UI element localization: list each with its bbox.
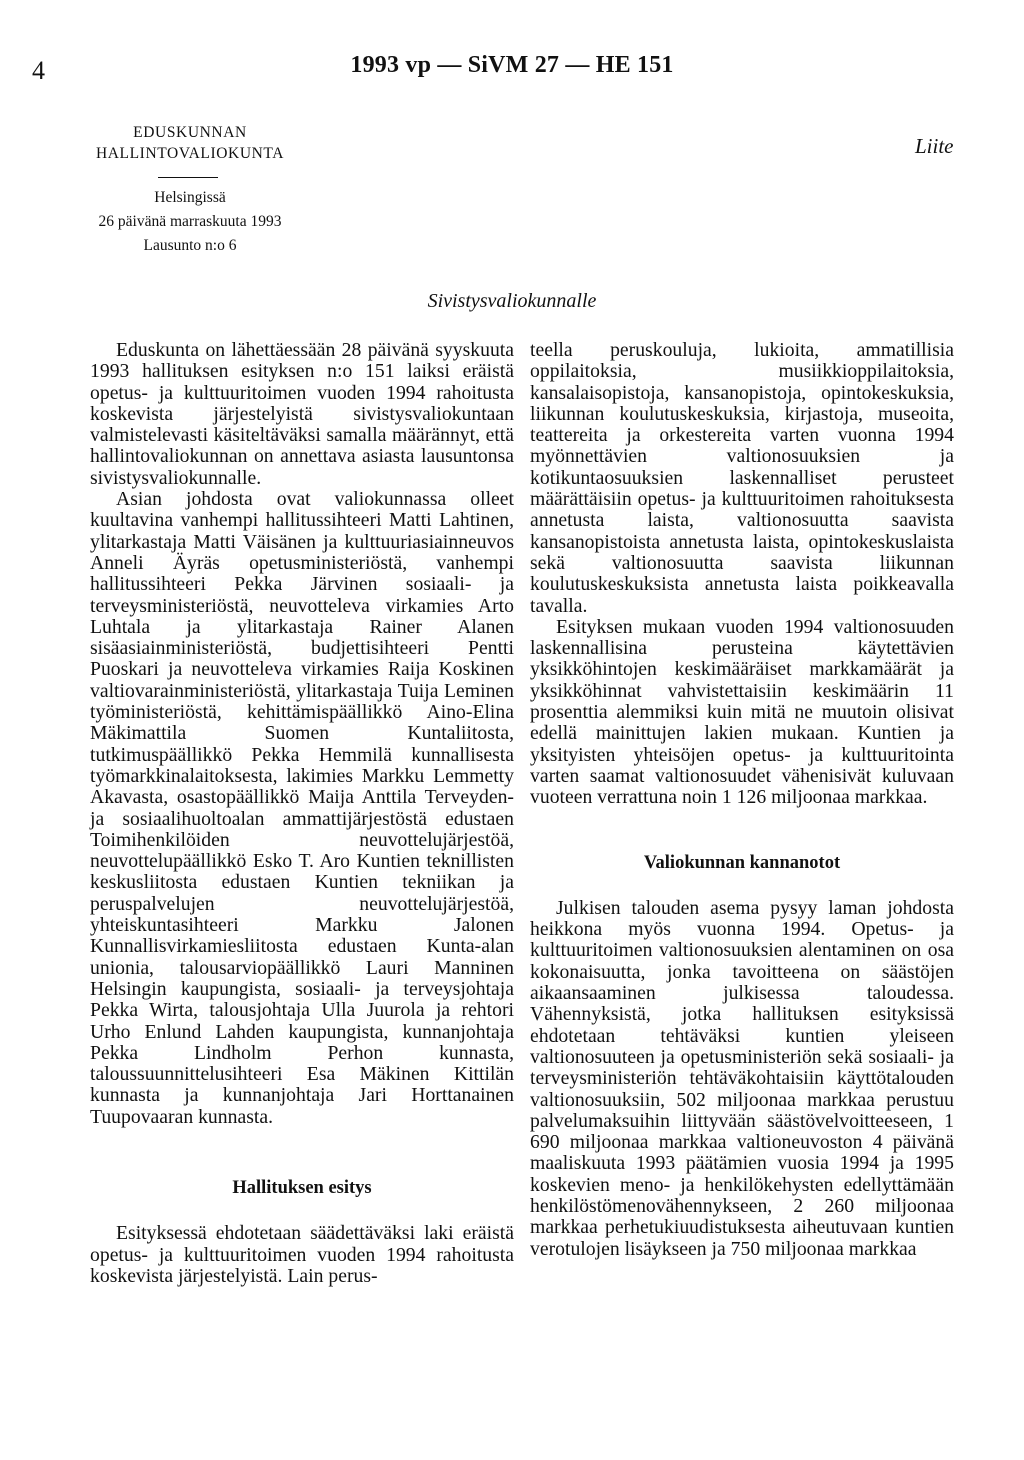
paragraph: teella peruskouluja, lukioita, ammatillisia oppilaitoksia, musiikkioppilaitoksia, kansalaisopistoja, kansanopistoja, opintokeskuksia, liikunnan koulutuskeskuksia, kirjastoja, museoita, teattereita ja orkestereita varten vuonna 1994 myönnettävien valtionosuuksien ja kotikuntaosuuksien laskennalliset perusteet määrättäisiin opetus- ja kulttuuritoimen rahoituksesta annetusta laista, valtionosuutta saavista kansanopistoista annetusta laista, opintokeskuslaista sekä valtionosuutta saavista liikunnan koulutuskeskuksista annetusta laista poikkeavalla tavalla. <box>530 339 954 617</box>
left-column <box>90 340 514 1287</box>
paragraph: Eduskunta on lähettäessään 28 päivänä syyskuuta 1993 hallituksen esityksen n:o 151 laiksi eräistä opetus- ja kulttuuritoimen vuoden 1994 rahoitusta koskevista järjestelyistä sivistysvaliokuntaan valmistelevasti käsiteltäväksi samalla määrännyt, että hallintovaliokunnan on annettava asiasta lausuntonsa sivistysvaliokunnalle. <box>90 339 514 489</box>
section-heading: Hallituksen esitys <box>232 1177 372 1198</box>
running-head: 1993 vp — SiVM 27 — HE 151 <box>350 52 674 78</box>
paragraph: Julkisen talouden asema pysyy laman johdosta heikkona myös vuonna 1994. Opetus- ja kulttuuritoimen valtionosuuksien alentaminen on osa kokonaisuutta, jonka tavoitteena on säästöjen aikaansaaminen julkisessa taloudessa. Vähennyksistä, jotka hallituksen esityksissä ehdotetaan tehtäväksi kuntien yleiseen valtionosuuteen ja opetusministeriön sekä sosiaali- ja terveysministeriön tehtäväkohtaisiin käyttötalouden valtionosuuksiin, 502 miljoonaa markkaa perustuu palvelumaksuihin liittyvään säästövelvoitteeseen, 1 690 miljoonaa markkaa valtioneuvoston 4 päivänä maaliskuuta 1993 päätämien vuosia 1994 ja 1995 koskevien meno- ja henkilökehysten edellyttämään henkilöstömenovähennykseen, 2 260 miljoonaa markkaa perhetukiuudistuksesta aiheutuvaan kuntien verotulojen lisäykseen ja 750 miljoonaa markkaa <box>530 896 954 1260</box>
issuer-line-1: EDUSKUNNAN <box>133 124 247 141</box>
right-column <box>530 340 954 1260</box>
paragraph: Esityksen mukaan vuoden 1994 valtionosuuden laskennallisina perusteina käytettävien yksikköhintojen keskimääräiset markkamäärät ja yksikköhinnat vahvistettaisiin keskimäärin 11 prosenttia alemmiksi kuin mitä ne muutoin olisivat edellä mainittujen lakien mukaan. Kuntien ja yksityisten yhteisöjen opetus- ja kulttuuritointa varten saamat valtionosuudet vähenisivät kuluvaan vuoteen verrattuna noin 1 126 miljoonaa markkaa. <box>530 615 954 809</box>
date: 26 päivänä marraskuuta 1993 <box>98 213 282 230</box>
issuer-divider <box>158 177 218 178</box>
place: Helsingissä <box>154 189 226 206</box>
issuer-block <box>60 122 320 164</box>
statement-meta <box>60 186 320 258</box>
paragraph: Asian johdosta ovat valiokunnassa olleet kuultavina vanhempi hallitussihteeri Matti Lahtinen, ylitarkastaja Matti Väisänen ja kulttuuriasiainneuvos Anneli Äyräs opetusministeriöstä, vanhempi hallitussihteeri Pekka Järvinen sosiaali- ja terveysministeriöstä, neuvotteleva virkamies Arto Luhtala ja ylitarkastaja Rainer Alanen sisäasiainministeriöstä, budjettisihteeri Pentti Puoskari ja neuvotteleva virkamies Raija Koskinen valtiovarainministeriöstä, ylitarkastaja Tuija Leminen työministeriöstä, kehittämispäällikkö Aino-Elina Mäkimattila Suomen Kuntaliitosta, tutkimuspäällikkö Pekka Hemmilä kunnallisesta työmarkkinalaitoksesta, lakimies Markku Lemmetty Akavasta, osastopäällikkö Maija Anttila Terveyden- ja sosiaalihuoltoalan ammattijärjestöstä edustaen Toimihenkilöiden neuvottelujärjestöä, neuvottelupäällikkö Esko T. Aro Kuntien teknillisten keskusliitosta edustaen Kuntien tekniikan ja peruspalvelujen neuvottelujärjestöä, yhteiskuntasihteeri Markku Jalonen Kunnallisvirkamiesliitosta edustaen Kunta-alan unionia, talousarviopäällikkö Lauri Manninen Helsingin kaupungista, sosiaali- ja terveysjohtaja Pekka Wirta, talousjohtaja Ulla Juurola ja rehtori Urho Enlund Lahden kaupungista, kunnanjohtaja Pekka Lindholm Perhon kunnasta, taloussuunnittelusihteeri Esa Mäkinen Kittilän kunnasta ja kunnanjohtaja Jari Horttanainen Tuupovaaran kunnasta. <box>90 488 514 1128</box>
page-number: 4 <box>32 56 45 85</box>
issuer-line-2: HALLINTOVALIOKUNTA <box>95 145 285 162</box>
section-heading: Valiokunnan kannanotot <box>643 852 841 873</box>
paragraph: Esityksessä ehdotetaan säädettäväksi laki eräistä opetus- ja kulttuuritoimen vuoden 1994 rahoitusta koskevista järjestelyistä. Lain perus- <box>90 1222 514 1287</box>
statement-number: Lausunto n:o 6 <box>143 237 237 254</box>
addressee: Sivistysvaliokunnalle <box>427 290 597 312</box>
attachment-label: Liite <box>915 134 954 158</box>
